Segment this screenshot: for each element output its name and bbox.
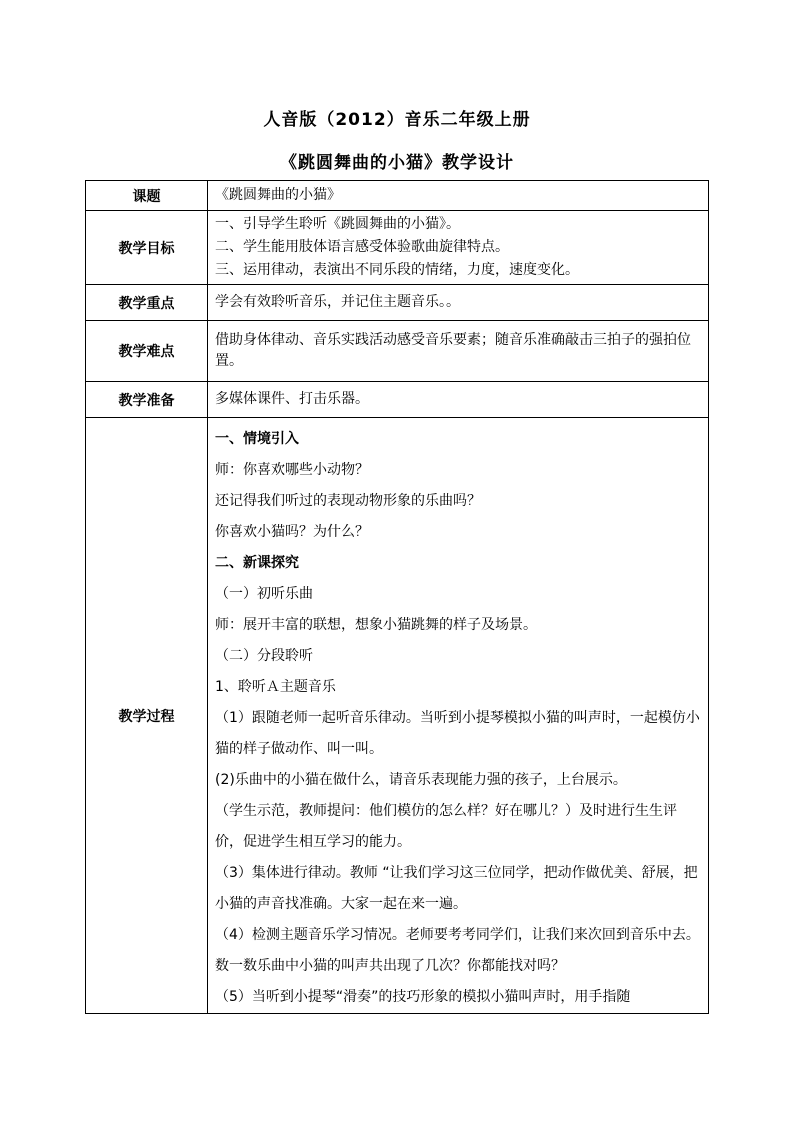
paragraph: （4）检测主题音乐学习情况。老师要考考同学们，让我们来次回到音乐中去。数一数乐曲中小猫的叫声共出现了几次？你都能找对吗？ — [215, 927, 700, 974]
goals-content — [208, 211, 709, 285]
section-heading: 二、新课探究 — [215, 555, 299, 571]
paragraph: （1）跟随老师一起听音乐律动。当听到小提琴模拟小猫的叫声时，一起模仿小猫的样子做动作、叫一叫。 — [215, 710, 700, 757]
paragraph: （3）集体进行律动。教师 “让我们学习这三位同学，把动作做优美、舒展，把小猫的声音找准确。大家一起在来一遍。 — [215, 865, 698, 912]
paragraph: 师：你喜欢哪些小动物？ — [215, 462, 369, 478]
paragraph: （二）分段聆听 — [215, 648, 313, 664]
document-subtitle: 《跳圆舞曲的小猫》教学设计 — [280, 153, 514, 173]
table-row-topic — [86, 181, 709, 211]
paragraph: (2)乐曲中的小猫在做什么，请音乐表现能力强的孩子，上台展示。 — [215, 772, 627, 788]
paragraph: 1、聆听Ａ主题音乐 — [215, 679, 336, 695]
section-heading: 一、情境引入 — [215, 431, 299, 447]
topic-label: 课题 — [86, 181, 208, 211]
paragraph: 师：展开丰富的联想，想象小猫跳舞的样子及场景。 — [215, 617, 537, 633]
table-row-goals — [86, 211, 709, 285]
process-label: 教学过程 — [86, 418, 208, 1014]
difficulty-label: 教学难点 — [86, 321, 208, 382]
paragraph: 还记得我们听过的表现动物形象的乐曲吗？ — [215, 493, 481, 509]
paragraph: 你喜欢小猫吗？为什么？ — [215, 524, 369, 540]
paragraph: （学生示范，教师提问：他们模仿的怎么样？好在哪儿？）及时进行生生评价，促进学生相互学习的能力。 — [215, 803, 677, 850]
table-row-key-points — [86, 285, 709, 321]
goal-line: 三、运用律动，表演出不同乐段的情绪，力度，速度变化。 — [215, 262, 579, 278]
table-row-difficulty — [86, 321, 709, 382]
paragraph: （5）当听到小提琴“滑奏”的技巧形象的模拟小猫叫声时，用手指随 — [215, 989, 631, 1005]
table-row-process — [86, 418, 709, 1014]
table-row-preparation — [86, 382, 709, 418]
paragraph: （一）初听乐曲 — [215, 586, 313, 602]
preparation-content: 多媒体课件、打击乐器。 — [208, 382, 709, 418]
topic-content: 《跳圆舞曲的小猫》 — [208, 181, 709, 211]
goal-line: 一、引导学生聆听《跳圆舞曲的小猫》。 — [215, 216, 460, 232]
goal-line: 二、学生能用肢体语言感受体验歌曲旋律特点。 — [215, 239, 509, 255]
process-content — [208, 418, 709, 1014]
difficulty-content: 借助身体律动、音乐实践活动感受音乐要素；随音乐准确敲击三拍子的强拍位置。 — [208, 321, 709, 382]
document-title: 人音版（2012）音乐二年级上册 — [263, 110, 531, 130]
lesson-plan-table — [85, 180, 709, 1014]
key-points-content: 学会有效聆听音乐，并记住主题音乐。。 — [208, 285, 709, 321]
preparation-label: 教学准备 — [86, 382, 208, 418]
key-points-label: 教学重点 — [86, 285, 208, 321]
goals-label: 教学目标 — [86, 211, 208, 285]
